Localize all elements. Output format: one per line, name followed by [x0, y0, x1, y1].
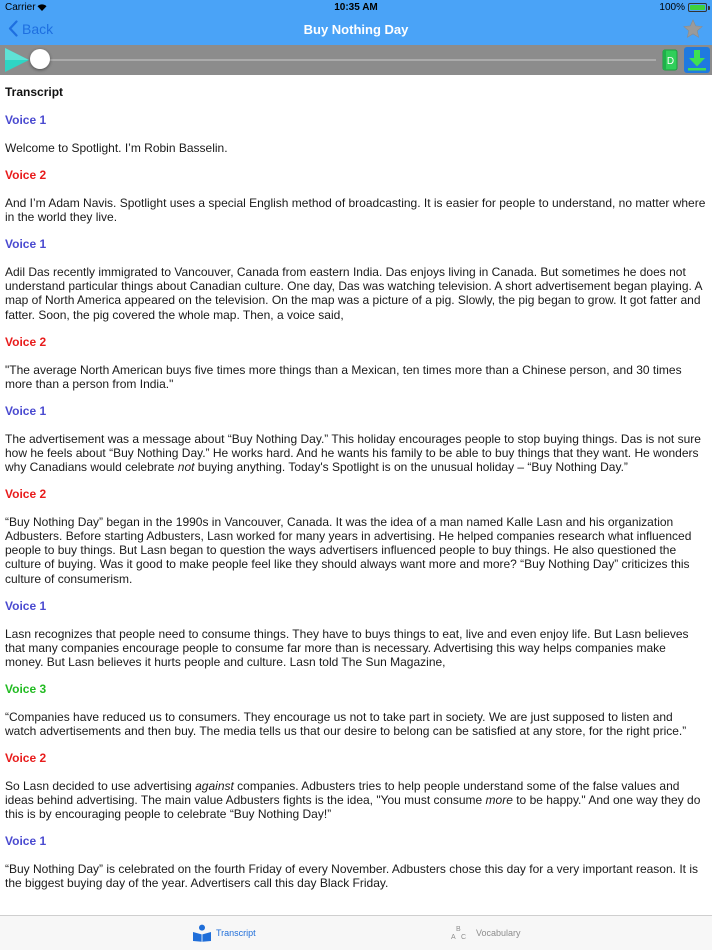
progress-slider[interactable] [40, 59, 656, 61]
svg-text:B: B [456, 926, 461, 933]
speaker-label: Voice 1 [5, 834, 47, 849]
tab-bar [0, 915, 712, 950]
emphasis-text: more [485, 793, 513, 808]
star-icon[interactable] [682, 18, 704, 40]
speaker-label: Voice 1 [5, 598, 47, 613]
status-bar [0, 0, 712, 14]
battery-level [690, 5, 705, 10]
transcript-paragraph: “Buy Nothing Day” is celebrated on the fourth Friday of every November. Adbusters chose this day for a very important reason. It is the biggest buying day of the year. Advertisers call this day Black Friday. [5, 862, 698, 891]
battery-cap [708, 6, 710, 10]
svg-text:D: D [666, 56, 675, 67]
transcript-paragraph: Welcome to Spotlight. I’m Robin Basselin. [5, 141, 228, 155]
emphasis-text: against [195, 779, 234, 794]
status-time: 10:35 AM [334, 2, 378, 13]
text-segment: So Lasn decided to use advertising [5, 779, 196, 794]
play-icon[interactable] [4, 47, 30, 73]
download-icon[interactable] [684, 47, 710, 73]
battery-icon [688, 3, 707, 12]
speaker-label: Voice 2 [5, 334, 47, 349]
navigation-bar [0, 14, 712, 45]
page-title: Buy Nothing Day [303, 22, 409, 37]
svg-text:A: A [451, 934, 456, 941]
tab-label: Vocabulary [476, 928, 521, 938]
emphasis-text: not [177, 460, 195, 475]
speaker-label: Voice 2 [5, 168, 47, 183]
dictionary-icon[interactable] [662, 49, 678, 71]
tab-transcript[interactable] [192, 924, 256, 942]
text-segment: The advertisement was a message about “Buy Nothing Day.” This holiday encourages people to stop buying things. Das is not sure how he feels about “Buy Nothing Day.” He works hard. And he wants his family to be able to buy things that they want. He wonders why Canadians would celebrate [5, 431, 701, 475]
transcript-paragraph: And I’m Adam Navis. Spotlight uses a special English method of broadcasting. It is easier for people to understand, no matter where in the world they live. [5, 196, 706, 225]
transcript-paragraph: Lasn recognizes that people need to consume things. They have to buys things to eat, live and even enjoy life. But Lasn believes that many companies encourage people to consume far more than is necessary. Advertising this way helps companies make money. But Lasn believes it hurts people and culture. Lasn told The Sun Magazine, [5, 626, 689, 669]
text-segment: to be happy." And one way they do this is by encouraging people to celebrate “Buy Nothing Day!” [5, 793, 701, 822]
transcript-paragraph [5, 779, 707, 821]
transcript-content[interactable] [5, 75, 707, 915]
text-segment: companies. Adbusters tries to help people understand some of the false values and ideas behind advertising. The main value Adbusters fights is the idea, "You must consume [5, 779, 680, 808]
text-segment: buying anything. Today's Spotlight is on the unusual holiday – “Buy Nothing Day.” [194, 460, 628, 475]
tab-vocabulary[interactable] [450, 924, 521, 942]
speaker-label: Voice 2 [5, 751, 47, 766]
speaker-label: Voice 1 [5, 237, 47, 252]
speaker-label: Voice 1 [5, 113, 47, 127]
speaker-label: Voice 1 [5, 403, 47, 418]
svg-text:C: C [461, 934, 467, 941]
abc-icon [450, 924, 472, 942]
transcript-paragraph: “Companies have reduced us to consumers. They encourage us not to take part in society. We are just supposed to listen and watch advertisements and then buy. The media tells us that our desire to belong can be satisfied at any store, for the right price.” [5, 709, 687, 738]
transcript-heading: Transcript [5, 85, 64, 99]
transcript-paragraph: "The average North American buys five times more things than a Mexican, ten times more than a Chinese person, and 30 times more than a person from India." [5, 362, 682, 391]
tab-label: Transcript [216, 928, 256, 938]
speaker-label: Voice 2 [5, 487, 47, 502]
slider-thumb[interactable] [30, 49, 50, 69]
carrier-label: Carrier [5, 2, 36, 13]
speaker-label: Voice 3 [5, 681, 47, 696]
transcript-paragraph: “Buy Nothing Day” began in the 1990s in Vancouver, Canada. It was the idea of a man named Kalle Lasn and his organization Adbusters. Before starting Adbusters, Lasn worked for many years in advertising. He helped companies research what influenced people to buy things. But Lasn began to question the ways advertisers influenced people to buy things. He also questioned the culture of buying. Was it good to make people feel like they should always want more and more? “Buy Nothing Day” criticizes this culture of consumerism. [5, 515, 692, 586]
transcript-paragraph: Adil Das recently immigrated to Vancouver, Canada from eastern India. Das enjoys living in Canada. But sometimes he does not understand particular things about Canadian culture. One day, Das was watching television. A short advertisement began playing. A map of North America appeared on the television. On the map was a picture of a pig. Slowly, the pig began to grow. It got fatter and fatter. Soon, the pig covered the whole map. Then, a voice said, [5, 265, 702, 322]
back-label: Back [22, 20, 54, 37]
audio-player [0, 45, 712, 75]
transcript-paragraph [5, 432, 707, 474]
battery-percent: 100% [659, 2, 685, 13]
reader-icon [192, 924, 212, 942]
